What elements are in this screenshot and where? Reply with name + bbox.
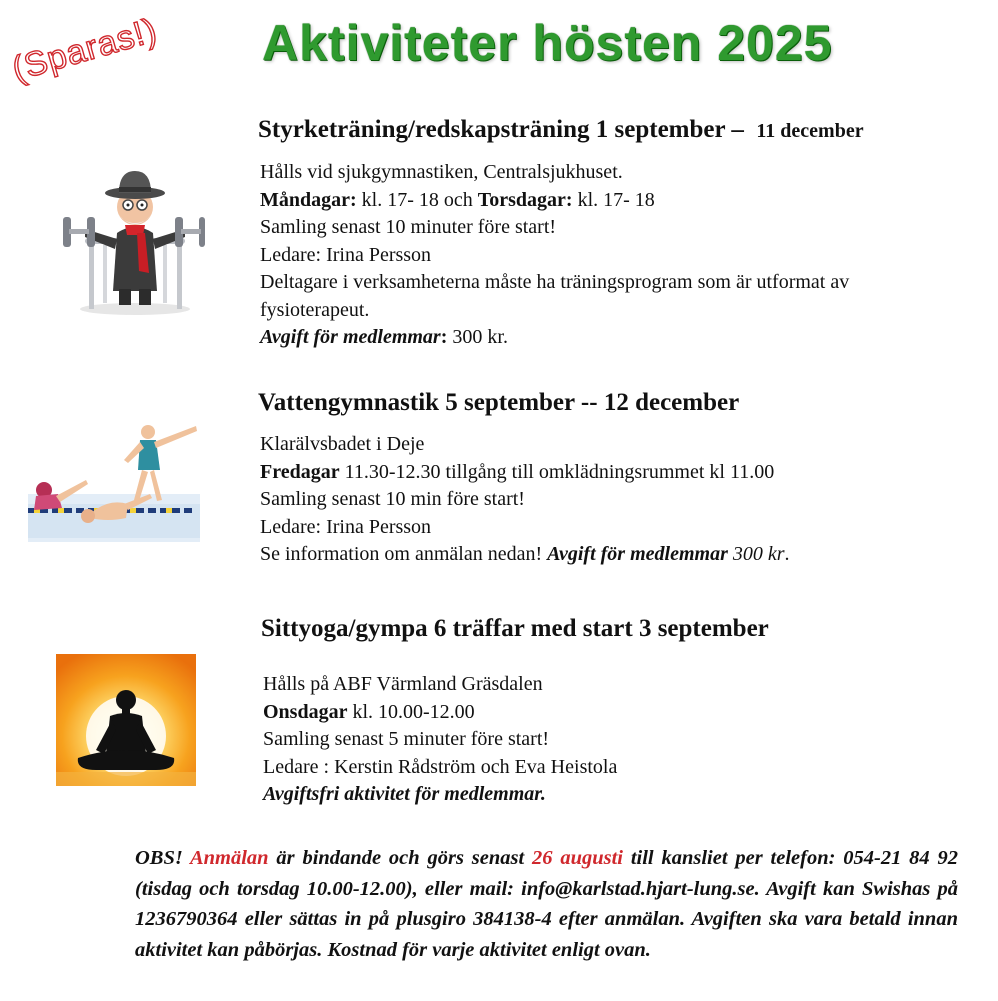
gathering-line: Samling senast 10 min före start! xyxy=(260,488,525,510)
section-body-strength xyxy=(260,159,960,352)
leader-line: Ledare : Kerstin Rådström och Eva Heistola xyxy=(263,755,618,778)
gathering-line: Samling senast 5 minuter före start! xyxy=(263,728,550,750)
yoga-silhouette-illustration xyxy=(56,654,196,786)
leader-line: Ledare: Irina Persson xyxy=(260,243,432,266)
section-body-yoga xyxy=(263,671,963,809)
leader-line: Ledare: Irina Persson xyxy=(260,515,432,538)
schedule-line: Fredagar 11.30-12.30 tillgång till omklädningsrummet kl 11.00 xyxy=(260,460,775,483)
water-gymnastics-illustration xyxy=(28,418,200,550)
registration-highlight: Anmälan xyxy=(189,847,269,869)
info-fee-line: Se information om anmälan nedan! Avgift för medlemmar 300 kr. xyxy=(260,543,790,565)
heading-text: Styrketräning/redskapsträning 1 september – xyxy=(258,116,744,143)
section-heading-yoga: Sittyoga/gympa 6 träffar med start 3 september xyxy=(261,615,769,642)
fee-line: Avgiftsfri aktivitet för medlemmar. xyxy=(263,783,546,805)
section-heading-water: Vattengymnastik 5 september -- 12 december xyxy=(258,389,740,416)
schedule-line: Måndagar: kl. 17- 18 och Torsdagar: kl. 17- 18 xyxy=(260,188,655,211)
sparas-stamp: (Sparas!) xyxy=(8,10,162,89)
gathering-line: Samling senast 10 minuter före start! xyxy=(260,216,557,238)
location-line: Hålls på ABF Värmland Gräsdalen xyxy=(263,673,543,695)
section-body-water xyxy=(260,431,960,569)
location-line: Klarälvsbadet i Deje xyxy=(260,433,425,455)
fee-line: Avgift för medlemmar: 300 kr. xyxy=(260,326,508,348)
location-line: Hålls vid sjukgymnastiken, Centralsjukhuset. xyxy=(260,161,623,183)
schedule-line: Onsdagar kl. 10.00-12.00 xyxy=(263,700,475,723)
section-heading-strength xyxy=(258,116,864,144)
elderly-man-weights-illustration xyxy=(55,163,205,318)
page-title: Aktiviteter hösten 2025 xyxy=(262,15,833,71)
requirement-line: Deltagare i verksamheterna måste ha träningsprogram som är utformat av fysioterapeut. xyxy=(260,271,850,321)
registration-notice: OBS! Anmälan är bindande och görs senast 26 augusti till kansliet per telefon: 054-21 84 92 (tisdag och torsdag 10.00-12.00), eller mail: info@karlstad.hjart-lung.se. Avgift kan Swishas på 1236790364 eller sättas in på plusgiro 384138-4 efter anmälan. Avgiften ska vara betald innan aktivitet kan påbörjas. Kostnad för varje aktivitet enligt ovan. xyxy=(135,847,958,961)
deadline-highlight: 26 augusti xyxy=(532,847,624,869)
heading-end-date: 11 december xyxy=(756,120,864,142)
